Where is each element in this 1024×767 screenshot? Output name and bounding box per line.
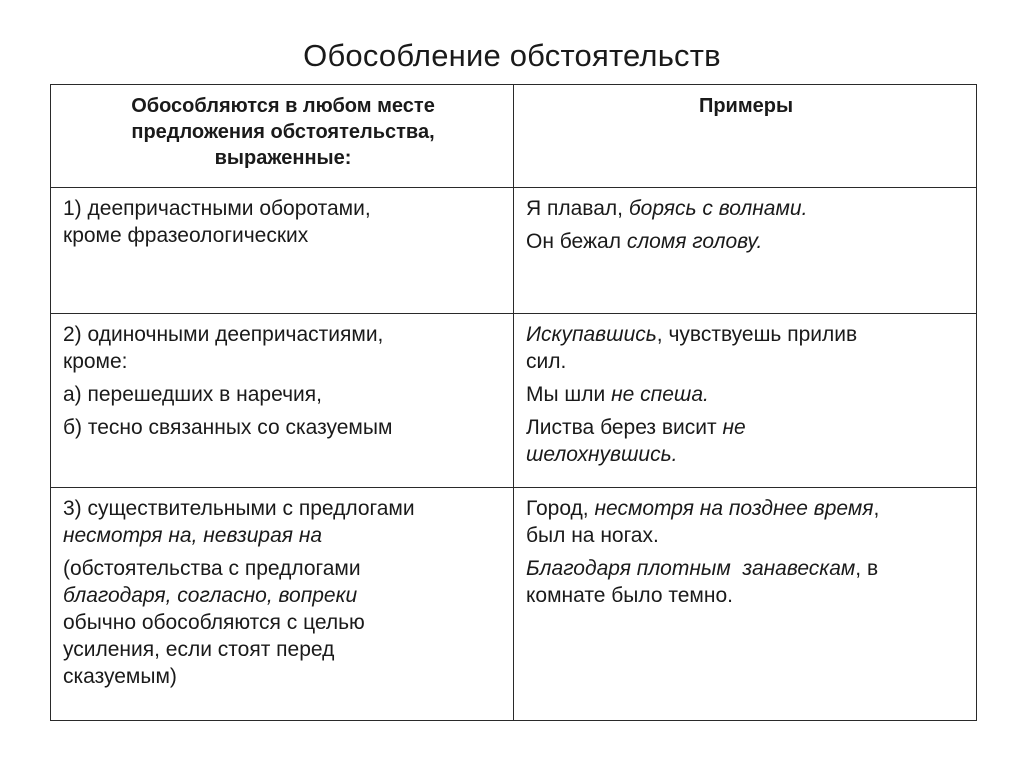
example-plain: Мы шли [526, 383, 612, 406]
rule-text: сказуемым) [63, 665, 177, 688]
table-row [51, 314, 977, 488]
example-sentence [526, 555, 966, 609]
example-italic: не [722, 416, 746, 439]
header-examples-label: Примеры [698, 95, 794, 117]
example-italic: сломя голову. [626, 230, 763, 253]
rule-text: кроме фразеологических [63, 224, 309, 247]
rule-text: 1) деепричастными оборотами, [63, 197, 371, 220]
example-italic: Искупавшись [526, 323, 657, 346]
example-plain: , в [855, 557, 879, 580]
example-sentence [526, 414, 966, 468]
header-rule-line-3: выраженные: [214, 147, 352, 169]
example-cell [514, 314, 977, 488]
example-plain: , чувствуешь прилив [656, 323, 858, 346]
rule-cell [51, 188, 514, 314]
rule-text: 2) одиночными деепричастиями, [63, 323, 384, 346]
rule-italic: благодаря, согласно, вопреки [63, 584, 358, 607]
rule-text: 3) существительными с предлогами [63, 497, 415, 520]
example-plain: , [873, 497, 880, 520]
rule-text: б) тесно связанных со сказуемым [63, 416, 393, 439]
example-cell [514, 188, 977, 314]
rule-italic: несмотря на, невзирая на [63, 524, 323, 547]
rules-table [50, 84, 977, 721]
example-plain: был на ногах. [526, 524, 659, 547]
example-italic: борясь с волнами. [628, 197, 808, 220]
rule-text: кроме: [63, 350, 128, 373]
page-title: Обособление обстоятельств [303, 38, 721, 73]
example-plain: Я плавал, [526, 197, 629, 220]
rule-cell [51, 488, 514, 721]
header-rule-line-2: предложения обстоятельства, [131, 121, 435, 143]
table-row [51, 488, 977, 721]
rule-text: (обстоятельства с предлогами [63, 557, 361, 580]
rule-paragraph [63, 495, 503, 549]
example-sentence [526, 195, 966, 222]
rule-paragraph [63, 555, 503, 690]
example-plain: Он бежал [526, 230, 627, 253]
rule-cell [51, 314, 514, 488]
example-italic: несмотря на позднее время [594, 497, 874, 520]
rule-text: усиления, если стоят перед [63, 638, 335, 661]
rule-text: а) перешедших в наречия, [63, 383, 322, 406]
rule-text: обычно обособляются с целью [63, 611, 365, 634]
example-plain: Город, [526, 497, 595, 520]
example-plain: Листва берез висит [526, 416, 723, 439]
example-italic: не спеша. [611, 383, 709, 406]
table-row [51, 188, 977, 314]
example-italic: Благодаря плотным занавескам [526, 557, 856, 580]
example-italic: шелохнувшись. [526, 443, 678, 466]
example-sentence [526, 321, 966, 375]
example-cell [514, 488, 977, 721]
example-sentence [526, 495, 966, 549]
rule-paragraph [63, 321, 503, 375]
header-cell-rule [51, 85, 514, 188]
example-sentence [526, 381, 966, 408]
header-rule-line-1: Обособляются в любом месте [131, 95, 435, 117]
table-header-row [51, 85, 977, 188]
example-plain: комнате было темно. [526, 584, 733, 607]
example-sentence [526, 228, 966, 255]
header-cell-examples [514, 85, 977, 188]
example-plain: сил. [526, 350, 567, 373]
